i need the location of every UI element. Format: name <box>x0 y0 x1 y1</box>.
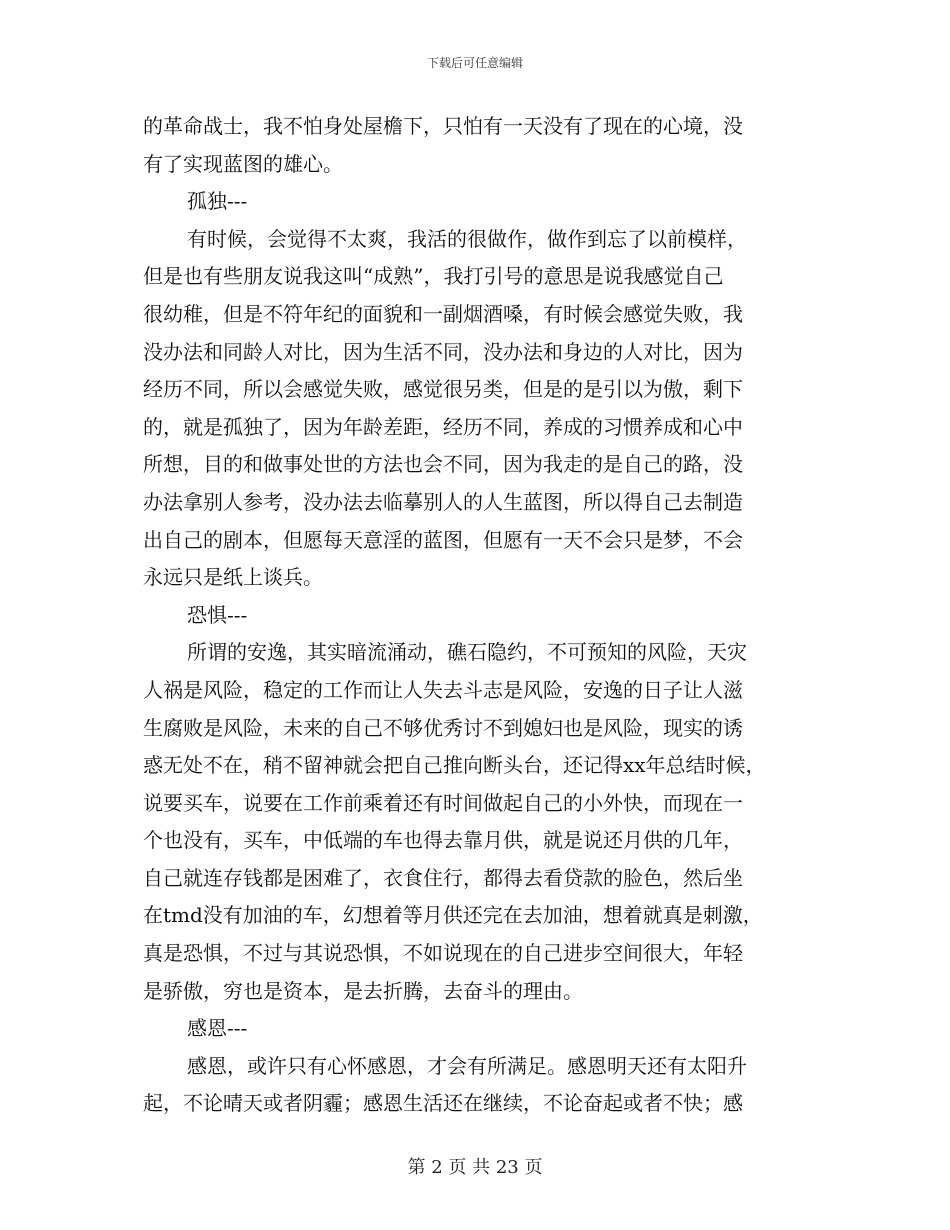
text-line: 人祸是风险，稳定的工作而让人失去斗志是风险，安逸的日子让人滋 <box>143 677 743 702</box>
page-footer: 第 2 页 共 23 页 <box>407 1157 543 1178</box>
text-line: 起，不论晴天或者阴霾；感恩生活还在继续，不论奋起或者不快；感 <box>143 1091 743 1116</box>
text-line: 自己就连存钱都是困难了，衣食住行，都得去看贷款的脸色，然后坐 <box>143 865 743 890</box>
text-line: 所想，目的和做事处世的方法也会不同，因为我走的是自己的路，没 <box>143 452 743 477</box>
text-line: 个也没有，买车，中低端的车也得去靠月供，就是说还月供的几年， <box>143 828 743 853</box>
text-line: 但是也有些朋友说我这叫“成熟”，我打引号的意思是说我感觉自己 <box>143 264 724 289</box>
text-line: 的，就是孤独了，因为年龄差距，经历不同，养成的习惯养成和心中 <box>143 414 743 439</box>
text-line: 说要买车，说要在工作前乘着还有时间做起自己的小外快，而现在一 <box>143 790 743 815</box>
text-line: 所谓的安逸，其实暗流涌动，礁石隐约，不可预知的风险，天灾 <box>187 640 747 665</box>
text-line: 有时候，会觉得不太爽，我活的很做作，做作到忘了以前模样， <box>187 226 747 251</box>
document-body <box>143 108 815 1123</box>
section-heading-fear: 恐惧--- <box>187 602 248 627</box>
text-line: 办法拿别人参考，没办法去临摹别人的人生蓝图，所以得自己去制造 <box>143 489 743 514</box>
text-line: 经历不同，所以会感觉失败，感觉很另类，但是的是引以为傲，剩下 <box>143 377 743 402</box>
text-line: 没办法和同龄人对比，因为生活不同，没办法和身边的人对比，因为 <box>143 339 743 364</box>
text-line: 很幼稚，但是不符年纪的面貌和一副烟酒嗓，有时候会感觉失败，我 <box>143 301 743 326</box>
text-line: 生腐败是风险，未来的自己不够优秀讨不到媳妇也是风险，现实的诱 <box>143 715 743 740</box>
text-line: 永远只是纸上谈兵。 <box>143 565 323 590</box>
text-line: 在tmd没有加油的车，幻想着等月供还完在去加油，想着就真是刺激， <box>143 903 763 928</box>
text-line: 有了实现蓝图的雄心。 <box>143 151 343 176</box>
section-heading-gratitude: 感恩--- <box>187 1016 248 1041</box>
text-line: 是骄傲，穷也是资本，是去折腾，去奋斗的理由。 <box>143 978 583 1003</box>
section-heading-loneliness: 孤独--- <box>187 189 248 214</box>
page-header: 下载后可任意编辑 <box>426 56 523 70</box>
text-line: 惑无处不在，稍不留神就会把自己推向断头台，还记得xx年总结时候， <box>143 753 766 778</box>
text-line: 的革命战士，我不怕身处屋檐下，只怕有一天没有了现在的心境，没 <box>143 114 743 138</box>
text-line: 真是恐惧，不过与其说恐惧，不如说现在的自己进步空间很大，年轻 <box>143 941 743 966</box>
text-line: 感恩，或许只有心怀感恩，才会有所满足。感恩明天还有太阳升 <box>187 1053 747 1078</box>
text-line: 出自己的剧本，但愿每天意淫的蓝图，但愿有一天不会只是梦，不会 <box>143 527 743 552</box>
